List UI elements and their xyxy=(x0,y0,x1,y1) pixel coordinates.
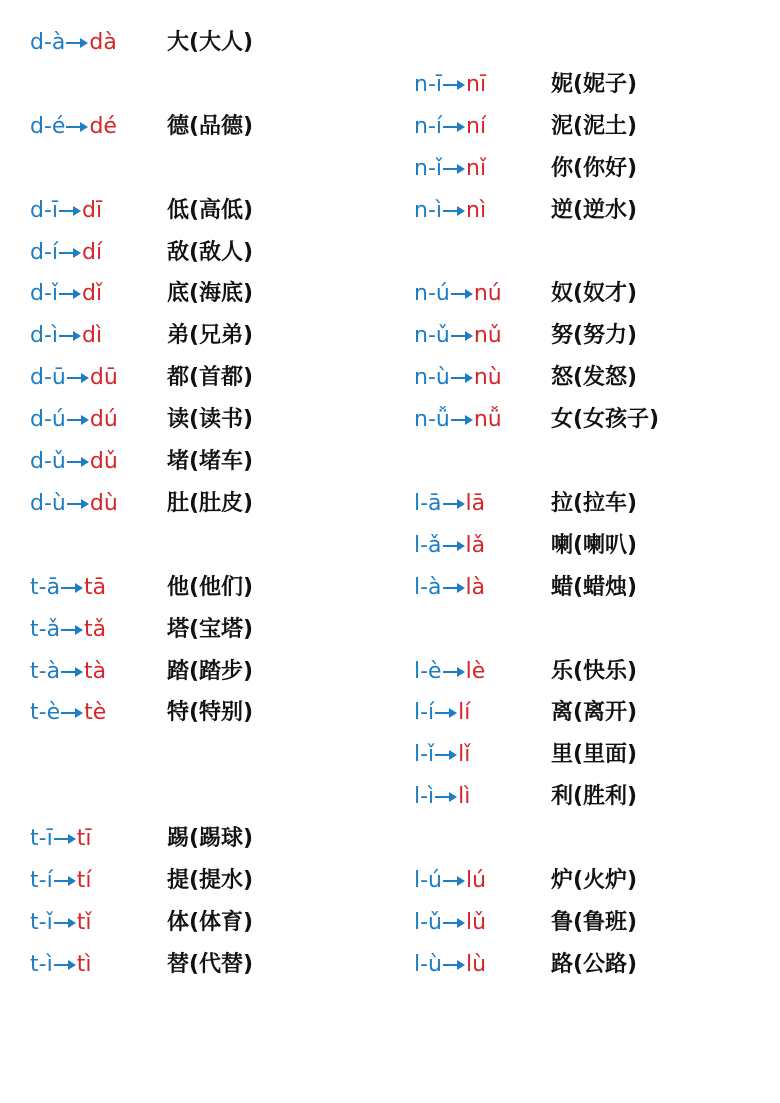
pinyin-parts: t-à xyxy=(30,658,61,684)
pinyin-result: lù xyxy=(466,951,487,977)
pinyin-spelling xyxy=(414,67,486,103)
pinyin-result: nǐ xyxy=(466,155,487,181)
pinyin-parts: t-è xyxy=(30,700,61,726)
right-arrow-icon xyxy=(66,25,88,61)
right-arrow-icon xyxy=(451,276,473,312)
pinyin-result: tà xyxy=(84,658,107,684)
right-arrow-icon xyxy=(443,905,465,941)
chinese-word: 踢(踢球) xyxy=(167,826,254,852)
chinese-word: 离(离开) xyxy=(551,700,638,726)
chinese-word: 弟(兄弟) xyxy=(167,323,254,349)
pinyin-spelling xyxy=(30,654,106,690)
chinese-word: 底(海底) xyxy=(167,281,254,307)
pinyin-result: dé xyxy=(89,113,117,139)
chinese-word: 体(体育) xyxy=(167,909,254,935)
pinyin-parts: d-ū xyxy=(30,365,66,391)
pinyin-spelling xyxy=(30,570,106,606)
chinese-word: 踏(踏步) xyxy=(167,658,254,684)
right-arrow-icon xyxy=(435,779,457,815)
chinese-word: 大(大人) xyxy=(167,30,254,55)
chinese-word: 妮(妮子) xyxy=(551,71,638,97)
right-arrow-icon xyxy=(443,67,465,103)
pinyin-spelling xyxy=(414,528,485,564)
chinese-word: 敌(敌人) xyxy=(167,239,254,265)
right-arrow-icon xyxy=(66,109,88,145)
pinyin-result: tè xyxy=(84,700,107,726)
pinyin-spelling xyxy=(414,193,486,229)
pinyin-spelling xyxy=(30,276,102,312)
chinese-word: 塔(宝塔) xyxy=(167,616,254,642)
pinyin-result: nǔ xyxy=(473,323,502,349)
pinyin-parts: n-ǔ xyxy=(414,323,450,349)
right-arrow-icon xyxy=(443,863,465,899)
chinese-word: 鲁(鲁班) xyxy=(551,909,638,935)
chinese-word: 堵(堵车) xyxy=(167,449,254,474)
chinese-word: 他(他们) xyxy=(167,574,254,600)
pinyin-spelling xyxy=(414,863,486,899)
chinese-word: 低(高低) xyxy=(167,197,254,223)
pinyin-result: lì xyxy=(458,784,471,810)
right-arrow-icon xyxy=(443,151,465,187)
right-arrow-icon xyxy=(67,402,89,438)
chinese-word: 利(胜利) xyxy=(551,784,638,810)
right-arrow-icon xyxy=(443,486,465,522)
pinyin-spelling xyxy=(30,612,106,648)
pinyin-parts: t-ǎ xyxy=(30,616,61,642)
pinyin-result: dǐ xyxy=(82,281,103,307)
right-arrow-icon xyxy=(67,360,89,396)
pinyin-spelling xyxy=(414,402,502,438)
pinyin-result: lí xyxy=(458,700,471,726)
chinese-word: 泥(泥土) xyxy=(551,113,638,139)
right-arrow-icon xyxy=(443,947,465,983)
pinyin-parts: l-ú xyxy=(414,868,442,893)
chinese-word: 肚(肚皮) xyxy=(167,490,254,516)
right-arrow-icon xyxy=(59,318,81,354)
right-arrow-icon xyxy=(443,109,465,145)
right-arrow-icon xyxy=(59,193,81,229)
right-arrow-icon xyxy=(54,863,76,899)
pinyin-parts: l-ǔ xyxy=(414,909,442,935)
chinese-word: 拉(拉车) xyxy=(551,490,638,516)
right-arrow-icon xyxy=(61,570,83,606)
pinyin-result: nù xyxy=(473,365,502,391)
pinyin-result: lǐ xyxy=(458,742,471,768)
chinese-word: 德(品德) xyxy=(167,113,254,139)
right-arrow-icon xyxy=(67,444,89,480)
pinyin-spelling xyxy=(414,276,502,312)
pinyin-spelling xyxy=(414,570,485,606)
pinyin-parts: l-ì xyxy=(414,784,435,810)
pinyin-parts: d-í xyxy=(30,239,59,265)
right-arrow-icon xyxy=(54,821,76,857)
pinyin-result: tā xyxy=(84,574,107,600)
pinyin-result: lǔ xyxy=(466,909,487,935)
pinyin-parts: n-ú xyxy=(414,281,450,307)
pinyin-spelling xyxy=(30,318,102,354)
right-arrow-icon xyxy=(435,737,457,773)
pinyin-spelling xyxy=(30,695,106,731)
pinyin-spelling xyxy=(30,25,117,61)
pinyin-spelling xyxy=(414,947,486,983)
pinyin-spelling xyxy=(30,109,117,145)
pinyin-result: lú xyxy=(466,868,487,893)
pinyin-parts: d-à xyxy=(30,30,66,55)
pinyin-spelling xyxy=(30,444,118,480)
pinyin-spelling xyxy=(414,737,470,773)
pinyin-parts: l-ā xyxy=(414,490,442,516)
pinyin-result: nī xyxy=(466,71,487,97)
pinyin-result: lè xyxy=(465,658,486,684)
pinyin-result: dī xyxy=(82,197,103,223)
right-arrow-icon xyxy=(67,486,89,522)
pinyin-spelling xyxy=(414,905,486,941)
pinyin-result: ní xyxy=(466,113,487,139)
pinyin-spelling xyxy=(30,821,91,857)
right-arrow-icon xyxy=(54,947,76,983)
pinyin-result: nì xyxy=(466,197,487,223)
right-arrow-icon xyxy=(443,570,465,606)
right-arrow-icon xyxy=(59,235,81,271)
pinyin-result: tǐ xyxy=(76,909,92,935)
pinyin-parts: l-è xyxy=(414,658,442,684)
pinyin-result: dū xyxy=(89,365,118,391)
right-arrow-icon xyxy=(451,402,473,438)
right-arrow-icon xyxy=(443,654,465,690)
chinese-word: 替(代替) xyxy=(167,951,254,977)
pinyin-result: là xyxy=(465,574,486,600)
pinyin-parts: n-ù xyxy=(414,365,450,391)
pinyin-spelling xyxy=(414,151,486,187)
chinese-word: 路(公路) xyxy=(551,951,638,977)
pinyin-parts: d-ú xyxy=(30,407,66,433)
pinyin-spelling xyxy=(30,235,102,271)
pinyin-parts: l-í xyxy=(414,700,435,726)
pinyin-parts: t-í xyxy=(30,868,53,893)
pinyin-parts: n-ī xyxy=(414,71,442,97)
pinyin-spelling xyxy=(414,318,502,354)
pinyin-result: dì xyxy=(82,323,103,349)
pinyin-result: lā xyxy=(465,490,486,516)
right-arrow-icon xyxy=(451,318,473,354)
chinese-word: 读(读书) xyxy=(167,407,254,433)
pinyin-result: lǎ xyxy=(465,532,486,558)
right-arrow-icon xyxy=(443,193,465,229)
pinyin-parts: t-ā xyxy=(30,574,61,600)
chinese-word: 里(里面) xyxy=(551,742,638,768)
pinyin-result: dǔ xyxy=(89,449,118,474)
pinyin-parts: d-ǐ xyxy=(30,281,59,307)
chinese-word: 奴(奴才) xyxy=(551,281,638,307)
pinyin-spelling xyxy=(414,109,486,145)
right-arrow-icon xyxy=(61,654,83,690)
pinyin-result: tǎ xyxy=(84,616,107,642)
pinyin-result: tí xyxy=(76,868,92,893)
pinyin-spelling xyxy=(414,486,485,522)
chinese-word: 怒(发怒) xyxy=(551,365,638,391)
pinyin-parts: n-ǐ xyxy=(414,155,442,181)
chinese-word: 特(特别) xyxy=(167,700,254,726)
pinyin-result: dí xyxy=(82,239,103,265)
chinese-word: 努(努力) xyxy=(551,323,638,349)
pinyin-parts: d-ī xyxy=(30,197,59,223)
pinyin-parts: l-ù xyxy=(414,951,442,977)
right-arrow-icon xyxy=(443,528,465,564)
pinyin-parts: n-í xyxy=(414,113,442,139)
pinyin-spelling xyxy=(30,863,91,899)
pinyin-parts: t-ǐ xyxy=(30,909,53,935)
chinese-word: 你(你好) xyxy=(551,155,638,181)
pinyin-parts: l-à xyxy=(414,574,442,600)
right-arrow-icon xyxy=(61,695,83,731)
right-arrow-icon xyxy=(54,905,76,941)
chinese-word: 都(首都) xyxy=(167,365,254,391)
pinyin-result: dà xyxy=(89,30,117,55)
pinyin-spelling xyxy=(30,486,118,522)
pinyin-result: dù xyxy=(89,490,118,516)
chinese-word: 喇(喇叭) xyxy=(551,532,638,558)
pinyin-parts: n-ǚ xyxy=(414,407,450,433)
pinyin-spelling xyxy=(30,402,118,438)
pinyin-spelling xyxy=(30,905,91,941)
pinyin-parts: d-ù xyxy=(30,490,66,516)
pinyin-parts: d-ǔ xyxy=(30,449,66,474)
right-arrow-icon xyxy=(435,695,457,731)
chinese-word: 炉(火炉) xyxy=(551,868,638,893)
pinyin-result: tī xyxy=(76,826,92,852)
pinyin-result: dú xyxy=(89,407,118,433)
pinyin-spelling xyxy=(414,360,502,396)
pinyin-spelling xyxy=(414,779,470,815)
chinese-word: 女(女孩子) xyxy=(551,407,660,433)
right-arrow-icon xyxy=(451,360,473,396)
chinese-word: 乐(快乐) xyxy=(551,658,638,684)
pinyin-parts: t-ī xyxy=(30,826,53,852)
pinyin-parts: n-ì xyxy=(414,197,442,223)
pinyin-spelling xyxy=(414,654,485,690)
pinyin-result: nú xyxy=(473,281,502,307)
pinyin-spelling xyxy=(30,193,102,229)
pinyin-parts: t-ì xyxy=(30,951,53,977)
pinyin-parts: l-ǎ xyxy=(414,532,442,558)
pinyin-spelling xyxy=(414,695,470,731)
chinese-word: 蜡(蜡烛) xyxy=(551,574,638,600)
chinese-word: 提(提水) xyxy=(167,868,254,893)
pinyin-parts: l-ǐ xyxy=(414,742,435,768)
pinyin-parts: d-ì xyxy=(30,323,59,349)
pinyin-result: tì xyxy=(76,951,92,977)
right-arrow-icon xyxy=(59,276,81,312)
right-arrow-icon xyxy=(61,612,83,648)
pinyin-spelling xyxy=(30,360,118,396)
pinyin-spelling xyxy=(30,947,91,983)
pinyin-result: nǚ xyxy=(473,407,502,433)
chinese-word: 逆(逆水) xyxy=(551,197,638,223)
pinyin-parts: d-é xyxy=(30,113,66,139)
